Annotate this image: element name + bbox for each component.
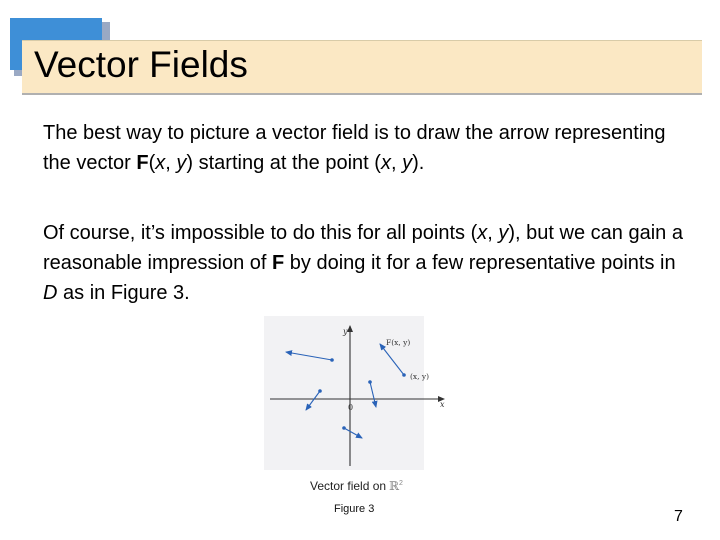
text-run: as in Figure 3. <box>57 282 190 304</box>
real-plane-symbol: ℝ <box>389 479 400 493</box>
vector-base-point <box>342 426 346 430</box>
vector-arrow <box>344 428 362 438</box>
origin-label: 0 <box>348 403 354 412</box>
vector-base-point <box>368 380 372 384</box>
text-run: ). <box>412 152 425 174</box>
slide-title: Vector Fields <box>34 44 248 85</box>
italic-x: x <box>477 222 488 244</box>
vector-field-figure <box>264 316 445 470</box>
superscript-two: 2 <box>399 480 403 487</box>
y-axis-label: y <box>343 327 348 336</box>
vector-arrow <box>370 382 376 407</box>
text-run: , <box>487 222 499 244</box>
italic-y: y <box>498 222 509 244</box>
italic-x: x <box>380 152 391 174</box>
text-run: , <box>165 152 177 174</box>
bold-f: F <box>272 252 285 274</box>
figure-label: Figure 3 <box>334 503 375 515</box>
point-label: (x, y) <box>410 372 430 381</box>
text-run: , <box>390 152 403 174</box>
vector-label: F(x, y) <box>386 338 411 347</box>
text-run: ) starting at the point ( <box>186 152 381 174</box>
bold-f: F <box>136 152 149 174</box>
vector-base-point <box>402 373 406 377</box>
paragraph-1 <box>43 118 683 178</box>
figure-caption <box>310 479 403 493</box>
text-run: ), but we can gain a reasonable impression of <box>43 222 683 274</box>
italic-y: y <box>176 152 187 174</box>
vector-base-point <box>330 358 334 362</box>
page-number: 7 <box>674 508 683 525</box>
italic-d: D <box>43 282 58 304</box>
vector-arrow <box>286 352 332 360</box>
text-run: The best way to picture a vector field is to draw the arrow representing the vector <box>43 122 666 174</box>
italic-x: x <box>155 152 166 174</box>
vector-arrow <box>306 391 320 410</box>
vector-field-diagram <box>264 316 445 470</box>
text-run: Of course, it’s impossible to do this for all points ( <box>43 222 478 244</box>
text-run: by doing it for a few representative points in <box>284 252 676 274</box>
x-axis-label: x <box>440 400 445 409</box>
italic-y: y <box>402 152 413 174</box>
caption-text: Vector field on <box>310 479 387 493</box>
vector-base-point <box>318 389 322 393</box>
text-run: ( <box>148 152 156 174</box>
paragraph-2 <box>43 218 683 308</box>
vector-arrow <box>380 344 404 375</box>
